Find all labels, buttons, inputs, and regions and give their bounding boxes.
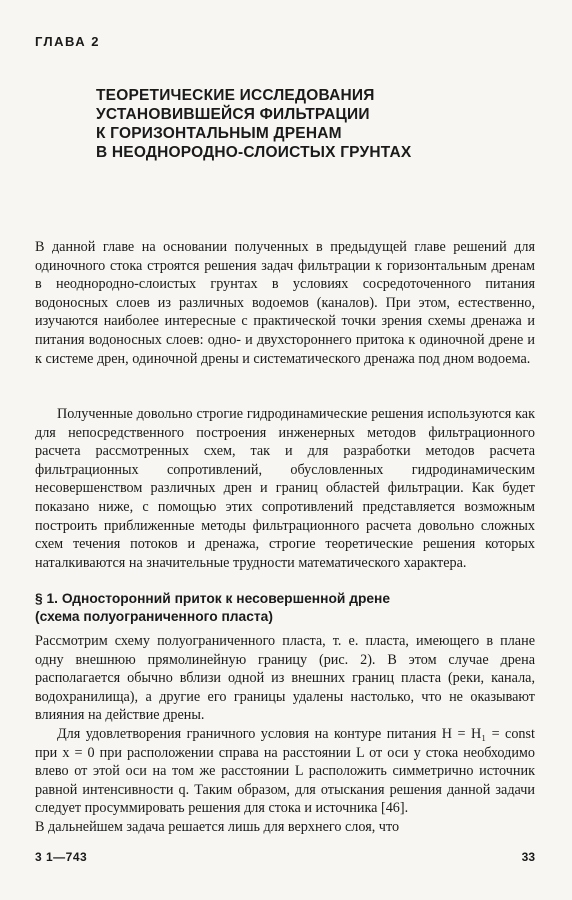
- section-heading-line1: § 1. Односторонний приток к несовершенной дрене: [35, 591, 391, 606]
- printer-signature: 3 1—743: [35, 850, 88, 864]
- section-heading: [35, 590, 535, 626]
- section-heading-line2: (схема полуограниченного пласта): [35, 609, 273, 624]
- second-paragraph-block: [35, 405, 535, 572]
- chapter-title: [96, 86, 516, 162]
- intro-paragraph-block: [35, 238, 535, 368]
- section-body: [35, 632, 535, 837]
- chapter-title-line: УСТАНОВИВШЕЙСЯ ФИЛЬТРАЦИИ: [96, 106, 370, 123]
- section-paragraph-1: Рассмотрим схему полуограниченного пласта, т. е. пласта, имеющего в плане одну внешнюю прямолинейную границу (рис. 2). В этом случае дрена располагается обычно вблизи одной из внешних границ пласта (реки, канала, водохранилища), а другие его границы удалены настолько, что не оказывают влияния на действие дрены.: [35, 633, 535, 724]
- section-paragraph-3: В дальнейшем задача решается лишь для верхнего слоя, что: [35, 818, 400, 835]
- second-paragraph: Полученные довольно строгие гидродинамические решения используются как для непосредственного построения инженерных методов фильтрационного расчета рассмотренных схем, так и для разработки методов расчета фильтрационных сопротивлений, обусловленных гидродинамическим несовершенством различных дрен и границ областей фильтрации. Как будет показано ниже, с помощью этих сопротивлений представляется возможным построить приближенные методы фильтрационного расчета довольно сложных схем течения потоков и дренажа, строгие теоретические решения которых наталкиваются на значительные трудности математического характера.: [35, 406, 535, 571]
- chapter-title-line: К ГОРИЗОНТАЛЬНЫМ ДРЕНАМ: [96, 125, 342, 142]
- intro-paragraph: В данной главе на основании полученных в предыдущей главе решений для одиночного стока строятся решения задач фильтрации к горизонтальным дренам в неоднородно-слоистых грунтах в условиях сосредоточенного питания водоносных слоев из различных водоемов (каналов). При этом, естественно, изучаются наиболее интересные с практической точки зрения схемы дренажа и питания водоносных слоев: одно- и двухстороннего притока к одиночной дрене и к системе дрен, одиночной дрены и систематического дренажа под дном водоема.: [35, 239, 535, 367]
- chapter-label: ГЛАВА 2: [35, 34, 101, 49]
- page-number: 33: [521, 850, 535, 864]
- section-paragraph-2: Для удовлетворения граничного условия на контуре питания H = H₁ = const при x = 0 при расположении справа на расстоянии L от оси y стока необходимо влево от этой оси на том же расстоянии L расположить симметрично источник равной интенсивности q. Таким образом, для отыскания решения данной задачи следует просуммировать решения для стока и источника [46].: [35, 725, 535, 817]
- chapter-title-line: В НЕОДНОРОДНО-СЛОИСТЫХ ГРУНТАХ: [96, 144, 412, 161]
- chapter-title-line: ТЕОРЕТИЧЕСКИЕ ИССЛЕДОВАНИЯ: [96, 87, 375, 104]
